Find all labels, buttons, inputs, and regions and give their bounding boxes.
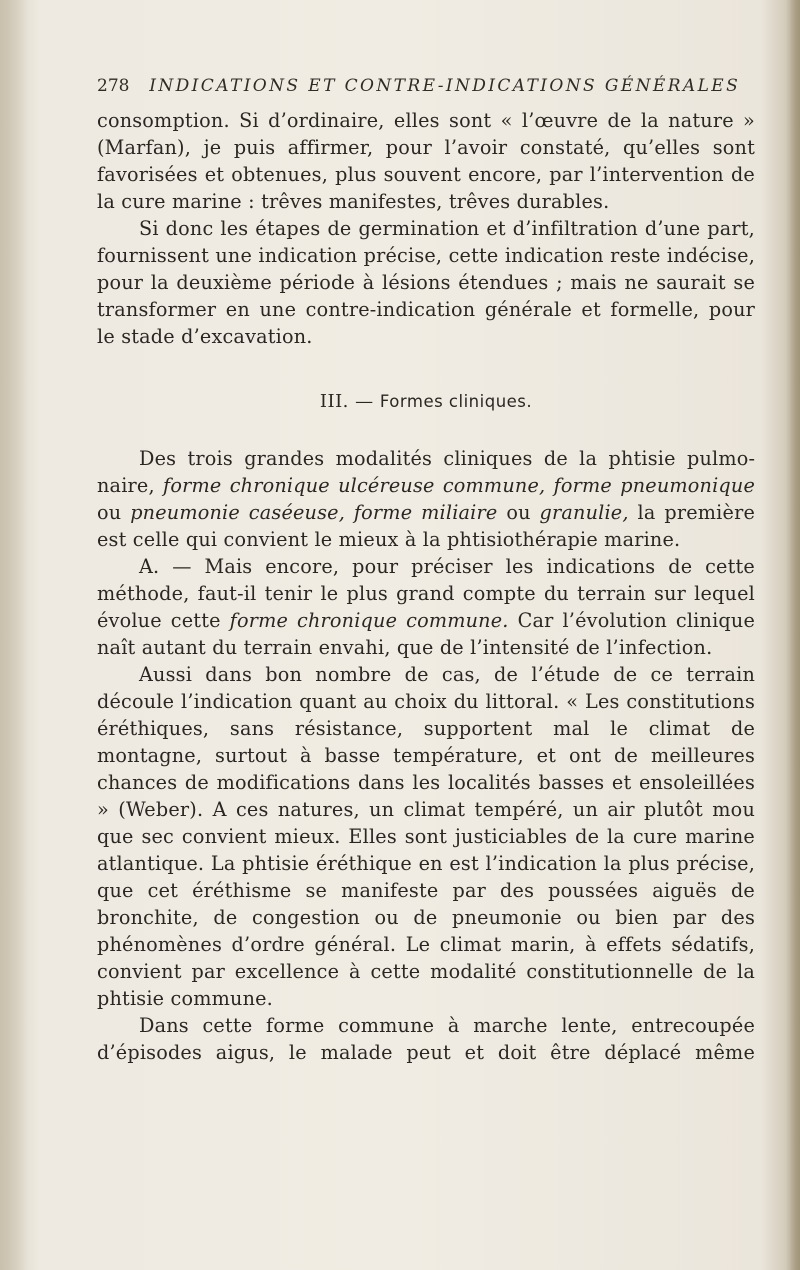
page-edge-shadow-right [786, 0, 800, 1270]
text-run: Des trois grandes modalités cliniques de la phtisie pulmonaire, [97, 447, 755, 497]
section-title: Formes cliniques. [379, 392, 533, 411]
paragraph-modalites [97, 445, 755, 553]
italic-run: granulie, [539, 501, 629, 524]
section-dash: — [355, 391, 374, 412]
body-text [97, 107, 755, 1066]
page-number: 278 [97, 76, 130, 96]
section-number: III. [319, 391, 349, 412]
text-run: Car l’évolution clinique naît autant du terrain envahi, que de l’intensité de l’infection. [97, 609, 755, 659]
running-header [97, 76, 741, 96]
paragraph-methode [97, 553, 755, 661]
text-run: A. — Mais encore, pour préciser les indications de cette méthode, faut-il tenir le plus grand compte du terrain sur lequel évolue cette [97, 555, 755, 632]
section-heading [97, 388, 755, 415]
paragraph-forme-commune: Dans cette forme commune à marche lente, entrecoupée d’épisodes aigus, le malade peut et doit être déplacé même [97, 1014, 755, 1064]
paragraph-terrain: Aussi dans bon nombre de cas, de l’étude de ce terrain découle l’indication quant au choix du littoral. « Les constitutions éréthiques, sans résistance, supportent mal le climat de montagne, surtout à basse température, et ont de meilleures chances de modifications dans les localités basses et ensoleillées » (Weber). A ces natures, un climat tempéré, un air plutôt mou que sec convient mieux. Elles sont justiciables de la cure marine atlantique. La phtisie éréthique en est l’indication la plus précise, que cet éréthisme se manifeste par des poussées aiguës de bronchite, de congestion ou de pneumonie ou bien par des phénomènes d’ordre général. Le climat marin, à effets sédatifs, convient par excellence à cette modalité constitutionnelle de la phtisie commune. [97, 663, 755, 1010]
page-edge-shadow-left [0, 0, 28, 1270]
text-run: ou [497, 501, 540, 524]
text-run: la première est celle qui convient le mieux à la phtisiothérapie marine. [97, 501, 756, 551]
italic-run: pneumonie caséeuse, forme miliaire [130, 501, 498, 524]
paragraph-continuation: consomption. Si d’ordinaire, elles sont « l’œuvre de la nature » (Marfan), je puis affirmer, pour l’avoir constaté, qu’elles sont favorisées et obtenues, plus souvent encore, par l’intervention de la cure marine : trêves manifestes, trêves durables. [97, 109, 755, 213]
italic-run: forme chronique commune. [229, 609, 509, 632]
italic-run: forme chronique ulcéreuse commune, forme pneumonique [163, 474, 756, 497]
paragraph-etapes: Si donc les étapes de germination et d’infiltration d’une part, fournissent une indication précise, cette indication reste indécise, pour la deuxième période à lésions étendues ; mais ne saurait se transformer en une contre-indication générale et formelle, pour le stade d’excavation. [97, 217, 755, 348]
text-run: ou [97, 501, 131, 524]
running-title: INDICATIONS ET CONTRE-INDICATIONS GÉNÉRALES [149, 76, 741, 96]
